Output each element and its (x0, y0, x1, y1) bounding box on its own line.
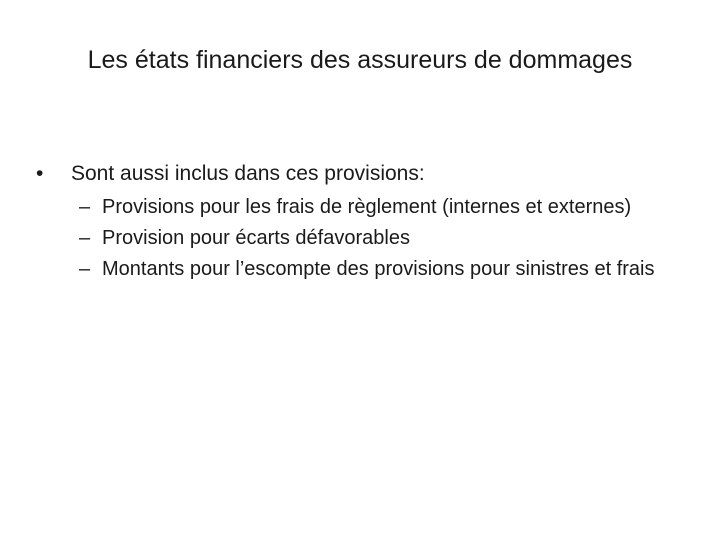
dash-marker-icon: – (79, 227, 91, 249)
sub-bullet-text: Montants pour l’escompte des provisions pour sinistres et frais (102, 258, 655, 280)
sub-bullet-text: Provision pour écarts défavorables (102, 227, 410, 249)
slide-content (36, 156, 686, 285)
bullet-item (36, 156, 686, 192)
bullet-marker-icon: • (36, 162, 44, 185)
sub-bullet-item (36, 192, 686, 223)
sub-bullet-item (36, 223, 686, 254)
sub-bullet-item (36, 254, 686, 285)
bullet-text: Sont aussi inclus dans ces provisions: (71, 162, 425, 185)
dash-marker-icon: – (79, 258, 91, 280)
sub-bullet-list (36, 192, 686, 285)
dash-marker-icon: – (79, 196, 91, 218)
slide-title: Les états financiers des assureurs de dommages (87, 46, 633, 74)
sub-bullet-text: Provisions pour les frais de règlement (internes et externes) (102, 196, 632, 218)
